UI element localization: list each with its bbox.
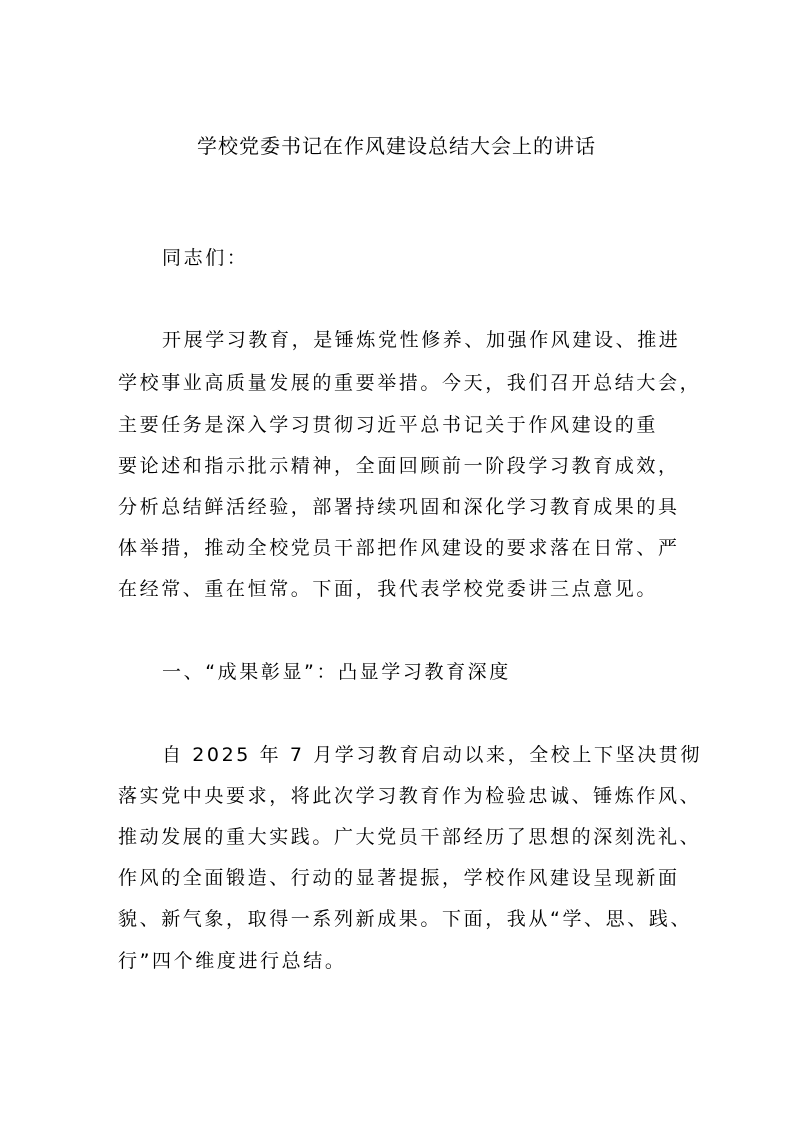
paragraph-2-line-3: 推动发展的重大实践。广大党员干部经历了思想的深刻洗礼、 [118, 826, 702, 848]
paragraph-2-line-4: 作风的全面锻造、行动的显著提振，学校作风建设呈现新面 [118, 867, 680, 889]
paragraph-1-line-1: 开展学习教育，是锤炼党性修养、加强作风建设、推进 [162, 329, 681, 351]
paragraph-1-line-2: 学校事业高质量发展的重要举措。今天，我们召开总结大会， [118, 372, 702, 394]
section-heading-1: 一、“成果彰显”：凸显学习教育深度 [162, 661, 511, 683]
paragraph-2-line-2: 落实党中央要求，将此次学习教育作为检验忠诚、锤炼作风、 [118, 785, 702, 807]
paragraph-1-line-5: 分析总结鲜活经验，部署持续巩固和深化学习教育成果的具 [118, 496, 680, 518]
paragraph-2-line-1: 自 2025 年 7 月学习教育启动以来，全校上下坚决贯彻 [162, 744, 703, 766]
paragraph-1-line-4: 要论述和指示批示精神，全面回顾前一阶段学习教育成效， [118, 455, 680, 477]
paragraph-1-line-3: 主要任务是深入学习贯彻习近平总书记关于作风建设的重 [118, 414, 659, 436]
paragraph-1-line-7: 在经常、重在恒常。下面，我代表学校党委讲三点意见。 [118, 578, 659, 600]
salutation: 同志们： [162, 247, 249, 269]
paragraph-2-line-5: 貌、新气象，取得一系列新成果。下面，我从“学、思、践、 [118, 908, 693, 930]
paragraph-1-line-6: 体举措，推动全校党员干部把作风建设的要求落在日常、严 [118, 537, 680, 559]
paragraph-2-line-6: 行”四个维度进行总结。 [118, 950, 347, 972]
document-title: 学校党委书记在作风建设总结大会上的讲话 [197, 134, 596, 158]
